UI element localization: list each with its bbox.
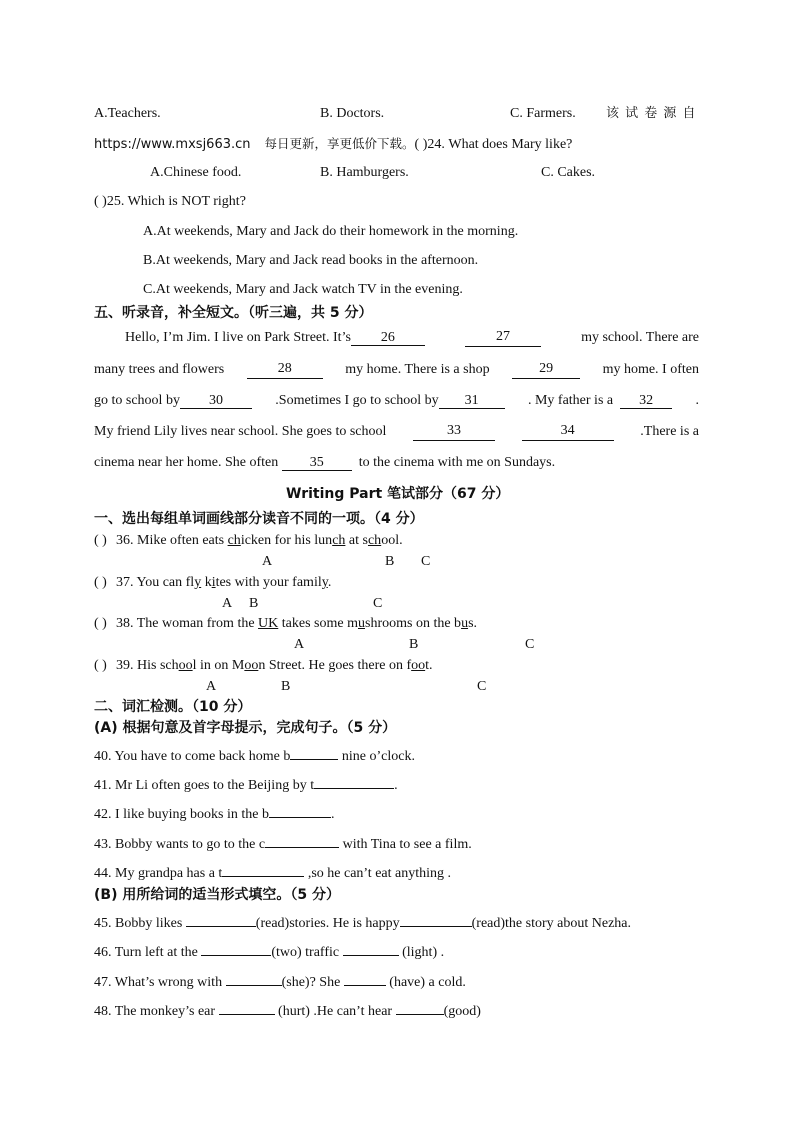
q38-text: The woman from the (136, 616, 259, 631)
passage-text: My friend Lily lives near school. She goes to school (94, 424, 387, 439)
q45-text: (read)the story about Nezha. (471, 916, 631, 931)
passage-text: cinema near her home. She often (94, 455, 279, 470)
q38-underlined-a: UK (258, 616, 279, 631)
q48-text: (hurt) .He can’t hear (274, 1004, 396, 1019)
q38-text: shrooms on the b (365, 616, 462, 631)
q24-question: 24. What does Mary like? (427, 137, 573, 152)
q24-option-a: A.Chinese food. (150, 165, 242, 180)
q47-text: (she)? She (281, 975, 344, 990)
q25-text: 25. Which is NOT right? (106, 194, 246, 209)
q38-paren: ( ) (94, 616, 107, 631)
q37-text: k (201, 575, 212, 590)
watermark-prefix: 该 试 卷 源 自 (606, 106, 697, 121)
q36-text: icken for his lun (240, 533, 333, 548)
watermark-notice: 每日更新，享更低价下载。 (264, 136, 415, 151)
q47 (94, 974, 466, 992)
q38 (94, 615, 477, 633)
q43-text: with Tina to see a film. (339, 837, 472, 852)
q37-label-b: B (249, 596, 259, 611)
q44-blank[interactable] (222, 876, 304, 877)
q45-text: (read)stories. He is happy (255, 916, 400, 931)
blank-31[interactable]: 31 (439, 393, 505, 409)
passage-text: . (695, 393, 699, 408)
q36-number: 36. (116, 533, 134, 548)
q24-paren: ( ) (414, 137, 428, 152)
q38-label-b: B (409, 637, 419, 652)
q24-line (94, 135, 572, 154)
q36-text: ool. (381, 533, 403, 548)
q41 (94, 777, 398, 795)
q40 (94, 748, 415, 766)
q37-label-a: A (222, 596, 233, 611)
blank-34[interactable]: 34 (522, 423, 614, 441)
q47-blank-2[interactable] (344, 985, 386, 986)
q45-blank-1[interactable] (186, 926, 256, 927)
blank-27[interactable]: 27 (465, 329, 541, 347)
section5-line2 (94, 361, 699, 379)
q45 (94, 915, 631, 933)
passage-text: .Sometimes I go to school by (275, 393, 439, 408)
q46-text: 46. Turn left at the (94, 945, 202, 960)
q39-label-a: A (206, 679, 217, 694)
q48-text: 48. The monkey’s ear (94, 1004, 219, 1019)
sec2-a-title: (A) 根据句意及首字母提示，完成句子。（5 分） (94, 720, 397, 736)
q39-underlined-c: oo (411, 658, 426, 673)
q25-option-c: C.At weekends, Mary and Jack watch TV in the evening. (143, 282, 463, 297)
q39-text: t. (425, 658, 433, 673)
q37-number: 37. (116, 575, 134, 590)
q44-text: 44. My grandpa has a t (94, 866, 223, 881)
section5-line3 (94, 392, 699, 410)
q42-blank[interactable] (269, 817, 331, 818)
q41-text: 41. Mr Li often goes to the Beijing by t (94, 778, 315, 793)
passage-text: my school. There are (581, 330, 699, 345)
q47-blank-1[interactable] (226, 985, 282, 986)
passage-text: .There is a (640, 424, 699, 439)
passage-text: go to school by (94, 393, 180, 408)
q42-text: 42. I like buying books in the b (94, 807, 269, 822)
q36-label-c: C (421, 554, 431, 569)
blank-28[interactable]: 28 (247, 361, 323, 379)
q36-underlined-c: ch (367, 533, 382, 548)
q39-label-c: C (477, 679, 487, 694)
q39-text: His sch (137, 658, 179, 673)
q36-underlined-a: ch (227, 533, 241, 548)
passage-text: Hello, I’m Jim. I live on Park Street. It’s (125, 330, 351, 345)
q36-label-a: A (262, 554, 273, 569)
q46-text: (two) traffic (271, 945, 343, 960)
q42-text: . (331, 807, 335, 822)
q40-blank[interactable] (290, 759, 338, 760)
q36-paren: ( ) (94, 533, 107, 548)
blank-35[interactable]: 35 (282, 455, 352, 471)
q40-text: nine o’clock. (338, 749, 415, 764)
q37-paren: ( ) (94, 575, 107, 590)
sec1-title: 一、选出每组单词画线部分读音不同的一项。（4 分） (94, 511, 424, 527)
q39 (94, 657, 433, 675)
q48-text: (good) (443, 1004, 481, 1019)
blank-26[interactable]: 26 (351, 330, 425, 346)
q37-underlined-b: i (211, 575, 216, 590)
q38-number: 38. (116, 616, 134, 631)
q48-blank-2[interactable] (396, 1014, 444, 1015)
q46-text: (light) . (398, 945, 445, 960)
q37-underlined-a: y (194, 575, 202, 590)
q39-text: l in on M (192, 658, 245, 673)
q38-text: s. (468, 616, 478, 631)
q38-underlined-b: u (358, 616, 365, 631)
q43-blank[interactable] (265, 847, 339, 848)
q24-option-c: C. Cakes. (541, 165, 596, 180)
q37-text: You can fl (136, 575, 195, 590)
q23-option-b: B. Doctors. (320, 106, 385, 121)
sec2-b-title: (B) 用所给词的适当形式填空。（5 分） (94, 887, 340, 903)
q37-text: . (327, 575, 332, 590)
q25-option-a: A.At weekends, Mary and Jack do their homework in the morning. (143, 224, 519, 239)
watermark-url[interactable]: https://www.mxsj663.cn (94, 137, 251, 152)
q25-question (94, 193, 246, 211)
q46 (94, 944, 444, 962)
q43-text: 43. Bobby wants to go to the c (94, 837, 266, 852)
blank-29[interactable]: 29 (512, 361, 580, 379)
q48-blank-1[interactable] (219, 1014, 275, 1015)
blank-30[interactable]: 30 (180, 393, 252, 409)
q43 (94, 836, 472, 854)
q25-paren: ( ) (94, 194, 107, 209)
q40-text: 40. You have to come back home b (94, 749, 291, 764)
q39-paren: ( ) (94, 658, 107, 673)
passage-text: my home. I often (602, 362, 699, 377)
q39-underlined-b: oo (244, 658, 259, 673)
sec2-title: 二、词汇检测。（10 分） (94, 699, 252, 715)
section5-line1 (125, 329, 699, 347)
q36-text: Mike often eats (137, 533, 228, 548)
q39-number: 39. (116, 658, 134, 673)
q44 (94, 865, 451, 883)
q23-option-c: C. Farmers. (510, 106, 576, 121)
q36-underlined-b: ch (332, 533, 346, 548)
q37-underlined-c: y (321, 575, 328, 590)
q38-text: takes some m (278, 616, 358, 631)
q46-blank-1[interactable] (201, 955, 271, 956)
q37-text: tes with your famil (215, 575, 322, 590)
section5-line4 (94, 423, 699, 441)
passage-text: to the cinema with me on Sundays. (358, 455, 556, 470)
passage-text: my home. There is a shop (345, 362, 490, 377)
q38-label-a: A (294, 637, 305, 652)
q41-text: . (394, 778, 398, 793)
q36-text: at s (345, 533, 368, 548)
q47-text: (have) a cold. (385, 975, 466, 990)
q24-option-b: B. Hamburgers. (320, 165, 409, 180)
q42 (94, 806, 335, 824)
writing-part-title: Writing Part 笔试部分（67 分） (286, 486, 510, 502)
q36 (94, 532, 403, 550)
q46-blank-2[interactable] (343, 955, 399, 956)
q38-label-c: C (525, 637, 535, 652)
blank-32[interactable]: 32 (620, 393, 672, 409)
blank-33[interactable]: 33 (413, 423, 495, 441)
section5-title: 五、听录音，补全短文。（听三遍，共 5 分） (94, 305, 373, 321)
q39-text: n Street. He goes there on f (258, 658, 412, 673)
q37 (94, 574, 331, 592)
q41-blank[interactable] (314, 788, 394, 789)
q47-text: 47. What’s wrong with (94, 975, 226, 990)
q37-label-c: C (373, 596, 383, 611)
passage-text: . My father is a (527, 393, 614, 408)
section5-line5 (94, 454, 555, 472)
q44-text: ,so he can’t eat anything . (304, 866, 452, 881)
q25-option-b: B.At weekends, Mary and Jack read books in the afternoon. (143, 253, 479, 268)
q36-label-b: B (385, 554, 395, 569)
q45-blank-2[interactable] (400, 926, 472, 927)
q38-underlined-c: u (461, 616, 469, 631)
passage-text: many trees and flowers (94, 362, 225, 377)
q39-label-b: B (281, 679, 291, 694)
q23-option-a: A.Teachers. (94, 106, 161, 121)
q45-text: 45. Bobby likes (94, 916, 186, 931)
q48 (94, 1003, 481, 1021)
q39-underlined-a: oo (178, 658, 193, 673)
